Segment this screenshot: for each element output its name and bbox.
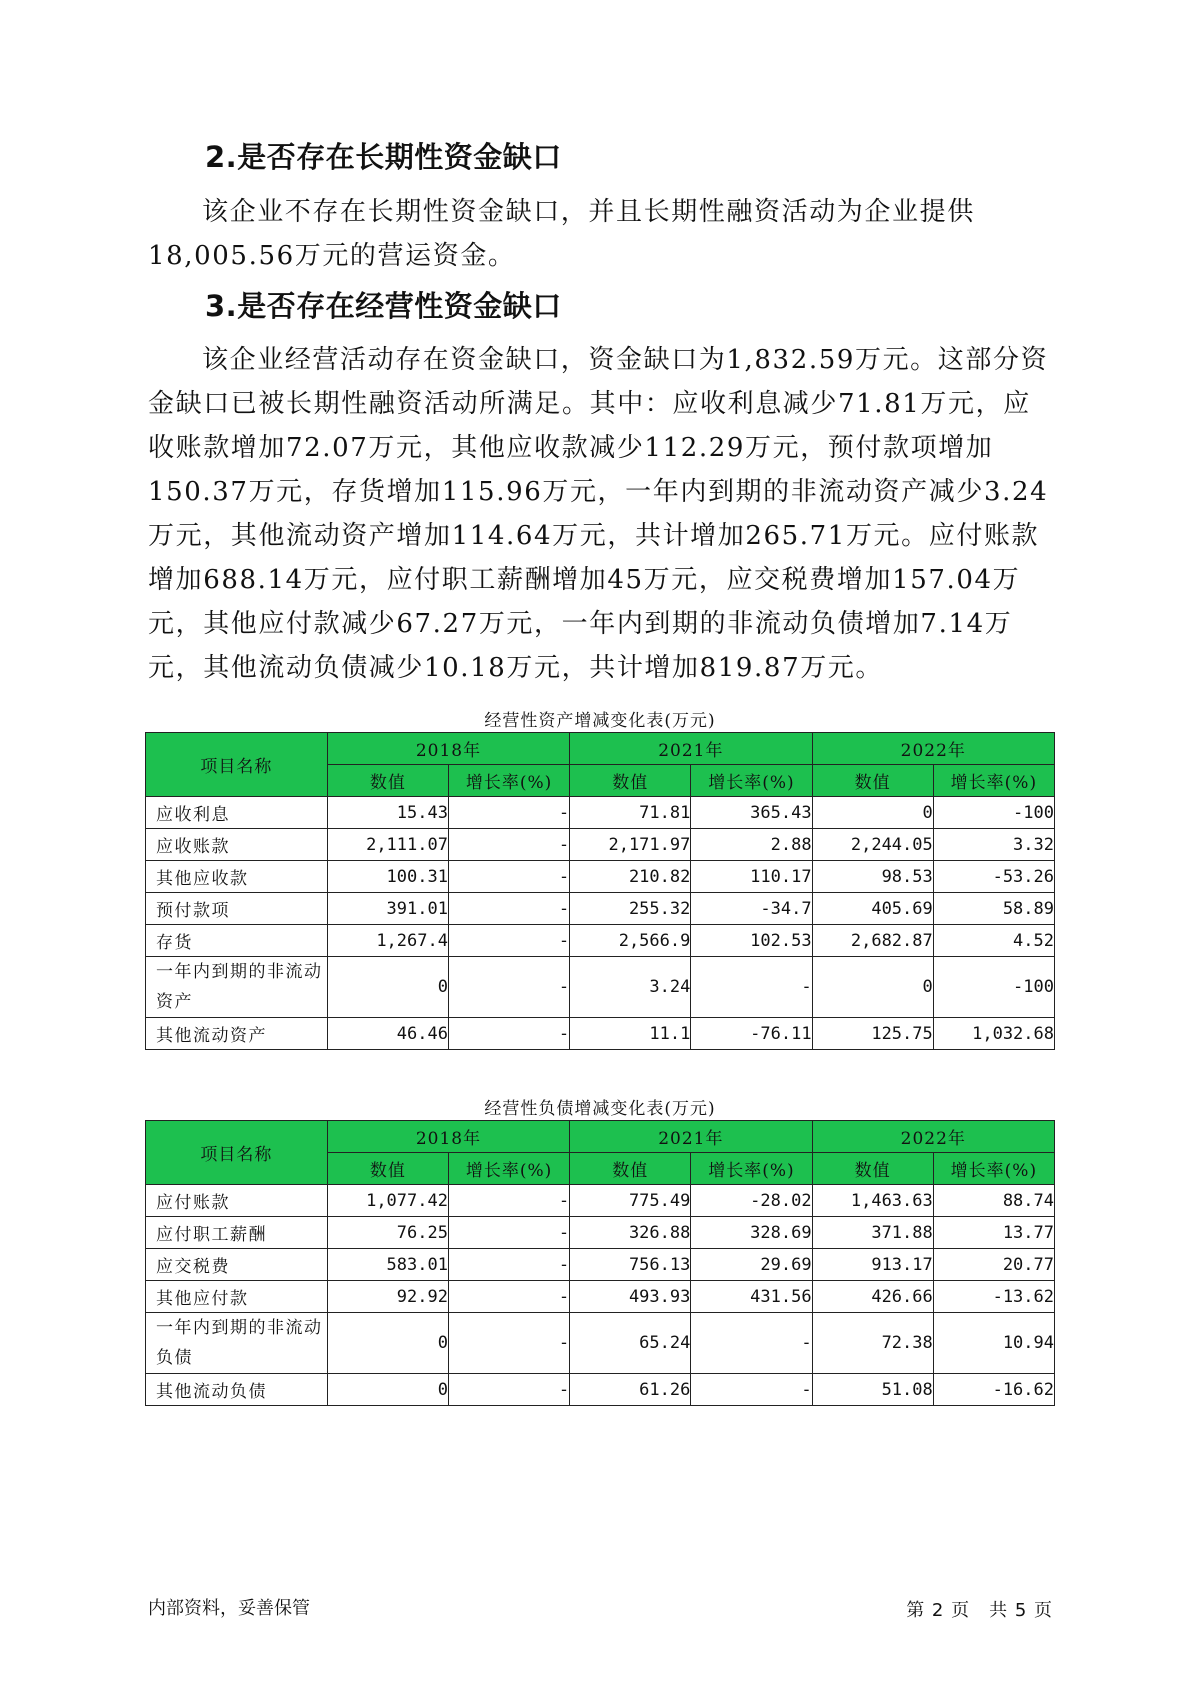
header-growth-rate: 增长率(%)	[691, 1153, 812, 1185]
cell-growth-rate: -	[448, 1018, 569, 1050]
cell-value: 583.01	[327, 1249, 448, 1281]
cell-growth-rate: 4.52	[933, 925, 1054, 957]
cell-value: 371.88	[812, 1217, 933, 1249]
table-row	[146, 957, 1055, 1018]
header-year: 2021年	[570, 1121, 812, 1153]
cell-value: 326.88	[570, 1217, 691, 1249]
cell-value: 61.26	[570, 1374, 691, 1406]
row-item-name: 其他流动资产	[146, 1018, 328, 1050]
cell-growth-rate: -13.62	[933, 1281, 1054, 1313]
row-item-name: 预付款项	[146, 893, 328, 925]
cell-value: 72.38	[812, 1313, 933, 1374]
cell-value: 1,463.63	[812, 1185, 933, 1217]
header-item-name: 项目名称	[146, 1121, 328, 1185]
header-value: 数值	[570, 765, 691, 797]
table-row	[146, 829, 1055, 861]
header-growth-rate: 增长率(%)	[448, 765, 569, 797]
cell-value: 493.93	[570, 1281, 691, 1313]
cell-growth-rate: -	[448, 925, 569, 957]
cell-growth-rate: -	[448, 1374, 569, 1406]
row-item-name: 应收利息	[146, 797, 328, 829]
cell-growth-rate: 2.88	[691, 829, 812, 861]
header-value: 数值	[327, 1153, 448, 1185]
cell-growth-rate: -	[448, 1217, 569, 1249]
cell-growth-rate: 431.56	[691, 1281, 812, 1313]
cell-value: 51.08	[812, 1374, 933, 1406]
cell-value: 0	[327, 957, 448, 1018]
cell-value: 775.49	[570, 1185, 691, 1217]
section-heading-long-term-gap: 2.是否存在长期性资金缺口	[205, 140, 562, 174]
cell-growth-rate: -16.62	[933, 1374, 1054, 1406]
cell-growth-rate: 110.17	[691, 861, 812, 893]
row-item-name: 其他应收款	[146, 861, 328, 893]
cell-growth-rate: -	[691, 957, 812, 1018]
cell-value: 2,566.9	[570, 925, 691, 957]
header-item-name: 项目名称	[146, 733, 328, 797]
header-year: 2021年	[570, 733, 812, 765]
cell-value: 100.31	[327, 861, 448, 893]
liabilities-change-table	[145, 1120, 1055, 1406]
cell-growth-rate: 328.69	[691, 1217, 812, 1249]
row-item-name: 应收账款	[146, 829, 328, 861]
cell-value: 1,267.4	[327, 925, 448, 957]
cell-value: 2,111.07	[327, 829, 448, 861]
assets-change-table	[145, 732, 1055, 1050]
cell-value: 0	[812, 957, 933, 1018]
cell-growth-rate: -76.11	[691, 1018, 812, 1050]
cell-value: 71.81	[570, 797, 691, 829]
header-growth-rate: 增长率(%)	[691, 765, 812, 797]
header-year: 2022年	[812, 1121, 1054, 1153]
header-value: 数值	[812, 1153, 933, 1185]
cell-value: 210.82	[570, 861, 691, 893]
cell-value: 3.24	[570, 957, 691, 1018]
cell-growth-rate: 29.69	[691, 1249, 812, 1281]
table-header-row	[146, 1121, 1055, 1153]
cell-value: 0	[327, 1313, 448, 1374]
header-growth-rate: 增长率(%)	[448, 1153, 569, 1185]
cell-growth-rate: -	[448, 893, 569, 925]
cell-growth-rate: -	[448, 1313, 569, 1374]
header-year: 2022年	[812, 733, 1054, 765]
table-caption-assets: 经营性资产增减变化表(万元)	[484, 711, 716, 731]
cell-value: 0	[812, 797, 933, 829]
table-row	[146, 797, 1055, 829]
header-growth-rate: 增长率(%)	[933, 1153, 1054, 1185]
row-item-name: 应交税费	[146, 1249, 328, 1281]
cell-growth-rate: 365.43	[691, 797, 812, 829]
row-item-name: 其他应付款	[146, 1281, 328, 1313]
cell-value: 913.17	[812, 1249, 933, 1281]
table-caption-liabilities: 经营性负债增减变化表(万元)	[484, 1099, 716, 1119]
cell-growth-rate: -	[448, 829, 569, 861]
cell-value: 2,171.97	[570, 829, 691, 861]
cell-growth-rate: -100	[933, 957, 1054, 1018]
cell-growth-rate: 102.53	[691, 925, 812, 957]
header-value: 数值	[570, 1153, 691, 1185]
cell-value: 2,244.05	[812, 829, 933, 861]
cell-value: 76.25	[327, 1217, 448, 1249]
cell-growth-rate: -	[448, 1249, 569, 1281]
cell-growth-rate: -	[691, 1313, 812, 1374]
cell-growth-rate: -	[448, 797, 569, 829]
table-row	[146, 1185, 1055, 1217]
header-year: 2018年	[327, 1121, 569, 1153]
cell-value: 0	[327, 1374, 448, 1406]
cell-growth-rate: -100	[933, 797, 1054, 829]
cell-value: 756.13	[570, 1249, 691, 1281]
row-item-name: 应付账款	[146, 1185, 328, 1217]
row-item-name: 存货	[146, 925, 328, 957]
cell-growth-rate: -	[448, 861, 569, 893]
cell-growth-rate: 58.89	[933, 893, 1054, 925]
section-heading-operating-gap: 3.是否存在经营性资金缺口	[205, 289, 562, 323]
header-value: 数值	[327, 765, 448, 797]
cell-value: 255.32	[570, 893, 691, 925]
table-header	[146, 733, 1055, 1050]
cell-growth-rate: 1,032.68	[933, 1018, 1054, 1050]
cell-growth-rate: -53.26	[933, 861, 1054, 893]
cell-value: 391.01	[327, 893, 448, 925]
cell-value: 426.66	[812, 1281, 933, 1313]
cell-value: 15.43	[327, 797, 448, 829]
cell-value: 46.46	[327, 1018, 448, 1050]
cell-growth-rate: -	[448, 1185, 569, 1217]
header-value: 数值	[812, 765, 933, 797]
cell-value: 11.1	[570, 1018, 691, 1050]
cell-growth-rate: 88.74	[933, 1185, 1054, 1217]
cell-value: 405.69	[812, 893, 933, 925]
cell-value: 2,682.87	[812, 925, 933, 957]
cell-growth-rate: -	[448, 957, 569, 1018]
footer-confidential-note: 内部资料，妥善保管	[148, 1598, 310, 1619]
cell-growth-rate: -	[691, 1374, 812, 1406]
cell-value: 98.53	[812, 861, 933, 893]
row-item-name: 一年内到期的非流动资产	[146, 957, 328, 1018]
cell-growth-rate: 3.32	[933, 829, 1054, 861]
row-item-name: 应付职工薪酬	[146, 1217, 328, 1249]
table-header	[146, 1121, 1055, 1406]
table-header-row	[146, 733, 1055, 765]
paragraph-operating-gap: 该企业经营活动存在资金缺口，资金缺口为1,832.59万元。这部分资金缺口已被长期性融资活动所满足。其中：应收利息减少71.81万元，应收账款增加72.07万元，其他应收款减少112.29万元，预付款项增加150.37万元，存货增加115.96万元，一年内到期的非流动资产减少3.24万元，其他流动资产增加114.64万元，共计增加265.71万元。应付账款增加688.14万元，应付职工薪酬增加45万元，应交税费增加157.04万元，其他应付款减少67.27万元，一年内到期的非流动负债增加7.14万元，其他流动负债减少10.18万元，共计增加819.87万元。	[148, 345, 1049, 683]
cell-growth-rate: 13.77	[933, 1217, 1054, 1249]
table-row	[146, 1249, 1055, 1281]
table-row	[146, 893, 1055, 925]
table-row	[146, 1217, 1055, 1249]
cell-growth-rate: 20.77	[933, 1249, 1054, 1281]
cell-value: 65.24	[570, 1313, 691, 1374]
header-year: 2018年	[327, 733, 569, 765]
cell-growth-rate: 10.94	[933, 1313, 1054, 1374]
table-row	[146, 1313, 1055, 1374]
cell-value: 125.75	[812, 1018, 933, 1050]
table-row	[146, 1018, 1055, 1050]
header-growth-rate: 增长率(%)	[933, 765, 1054, 797]
table-row	[146, 925, 1055, 957]
table-row	[146, 1374, 1055, 1406]
table-row	[146, 861, 1055, 893]
paragraph-long-term-gap: 该企业不存在长期性资金缺口，并且长期性融资活动为企业提供18,005.56万元的营运资金。	[148, 197, 975, 271]
footer-page-number: 第 2 页 共 5 页	[906, 1600, 1053, 1621]
row-item-name: 其他流动负债	[146, 1374, 328, 1406]
row-item-name: 一年内到期的非流动负债	[146, 1313, 328, 1374]
cell-value: 92.92	[327, 1281, 448, 1313]
cell-growth-rate: -28.02	[691, 1185, 812, 1217]
table-row	[146, 1281, 1055, 1313]
cell-growth-rate: -34.7	[691, 893, 812, 925]
cell-growth-rate: -	[448, 1281, 569, 1313]
cell-value: 1,077.42	[327, 1185, 448, 1217]
